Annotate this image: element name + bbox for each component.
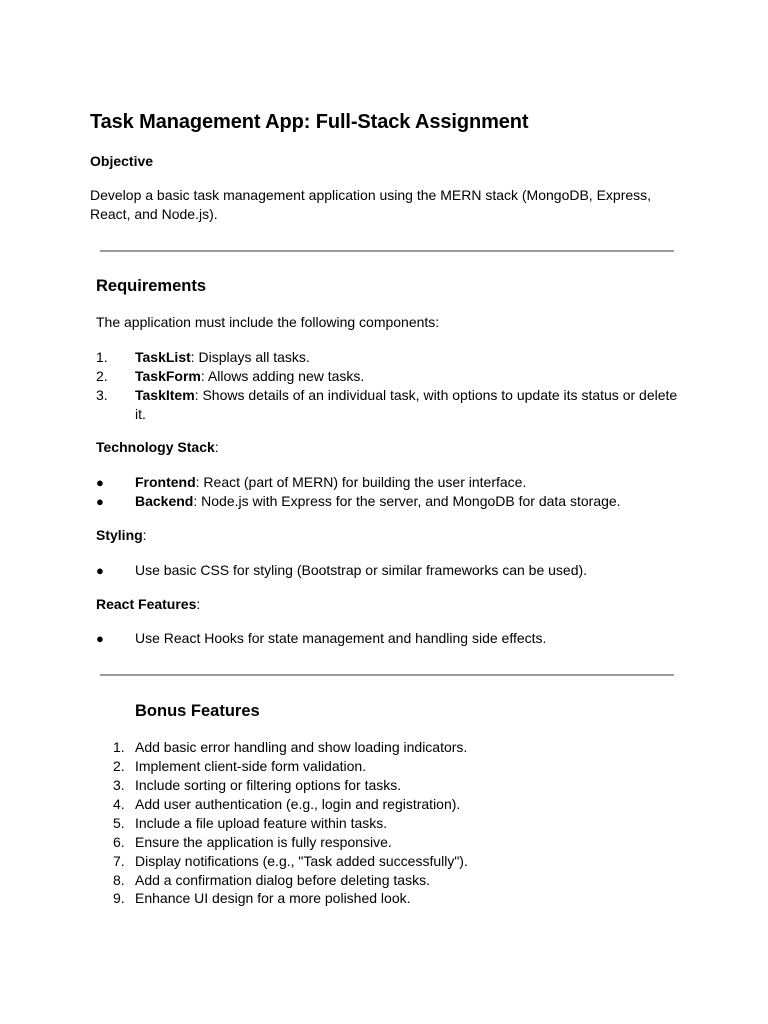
component-desc: : Allows adding new tasks. (200, 368, 365, 384)
list-number: 5. (113, 815, 125, 831)
stack-desc: : Node.js with Express for the server, and MongoDB for data storage. (193, 493, 621, 509)
document-title: Task Management App: Full-Stack Assignment (90, 111, 529, 133)
list-item-content: Include sorting or filtering options for tasks. (135, 777, 402, 793)
react-features-colon: : (196, 596, 201, 612)
styling-label-text: Styling (96, 527, 143, 543)
list-item-content: Ensure the application is fully responsive. (135, 834, 392, 850)
list-number: 3. (96, 387, 108, 403)
list-item-content: Enhance UI design for a more polished look. (135, 890, 411, 906)
list-item-content (135, 386, 677, 405)
list-number: 9. (113, 890, 125, 906)
styling-colon: : (142, 527, 147, 543)
list-item-content: Display notifications (e.g., "Task added successfully"). (135, 853, 468, 869)
list-item-content: Add a confirmation dialog before deleting tasks. (135, 872, 430, 888)
react-features-label-text: React Features (96, 596, 197, 612)
requirements-intro: The application must include the following components: (96, 314, 440, 330)
objective-text-line-2: React, and Node.js). (90, 206, 218, 222)
component-name: TaskForm (135, 368, 201, 384)
list-item-content: Add basic error handling and show loading indicators. (135, 739, 468, 755)
list-number: 2. (96, 368, 108, 384)
list-item-content: Use basic CSS for styling (Bootstrap or similar frameworks can be used). (135, 562, 588, 578)
list-item-content: Include a file upload feature within tasks. (135, 815, 388, 831)
component-name: TaskItem (135, 387, 195, 403)
requirements-heading: Requirements (96, 277, 207, 295)
list-item-content (135, 348, 310, 367)
list-item-content: Implement client-side form validation. (135, 758, 367, 774)
styling-label (96, 526, 147, 545)
list-number: 3. (113, 777, 125, 793)
list-number: 6. (113, 834, 125, 850)
list-item-content (135, 367, 364, 386)
bullet-icon: ● (96, 631, 104, 646)
list-number: 7. (113, 853, 125, 869)
bullet-icon: ● (96, 494, 104, 509)
tech-stack-label (96, 438, 219, 457)
tech-stack-label-text: Technology Stack (96, 439, 215, 455)
stack-name: Frontend (135, 474, 196, 490)
list-item-content (135, 492, 621, 511)
list-number: 8. (113, 872, 125, 888)
list-item-content (135, 473, 526, 492)
stack-name: Backend (135, 493, 194, 509)
stack-desc: : React (part of MERN) for building the user interface. (195, 474, 527, 490)
react-features-label (96, 595, 200, 614)
tech-stack-colon: : (214, 439, 219, 455)
list-number: 2. (113, 758, 125, 774)
bullet-icon: ● (96, 475, 104, 490)
objective-label: Objective (90, 153, 154, 169)
list-number: 1. (113, 739, 125, 755)
component-name: TaskList (135, 349, 191, 365)
objective-text-line-1: Develop a basic task management application using the MERN stack (MongoDB, Express, (90, 187, 652, 203)
list-number: 4. (113, 796, 125, 812)
bonus-features-heading: Bonus Features (135, 702, 260, 720)
list-item-content: Add user authentication (e.g., login and registration). (135, 796, 461, 812)
horizontal-divider (100, 250, 674, 252)
list-number: 1. (96, 349, 108, 365)
horizontal-divider (100, 674, 674, 676)
component-desc: : Displays all tasks. (190, 349, 310, 365)
bullet-icon: ● (96, 563, 104, 578)
list-item-content: Use React Hooks for state management and handling side effects. (135, 630, 547, 646)
list-item-continuation: it. (135, 406, 146, 422)
component-desc: : Shows details of an individual task, with options to update its status or delete (194, 387, 678, 403)
